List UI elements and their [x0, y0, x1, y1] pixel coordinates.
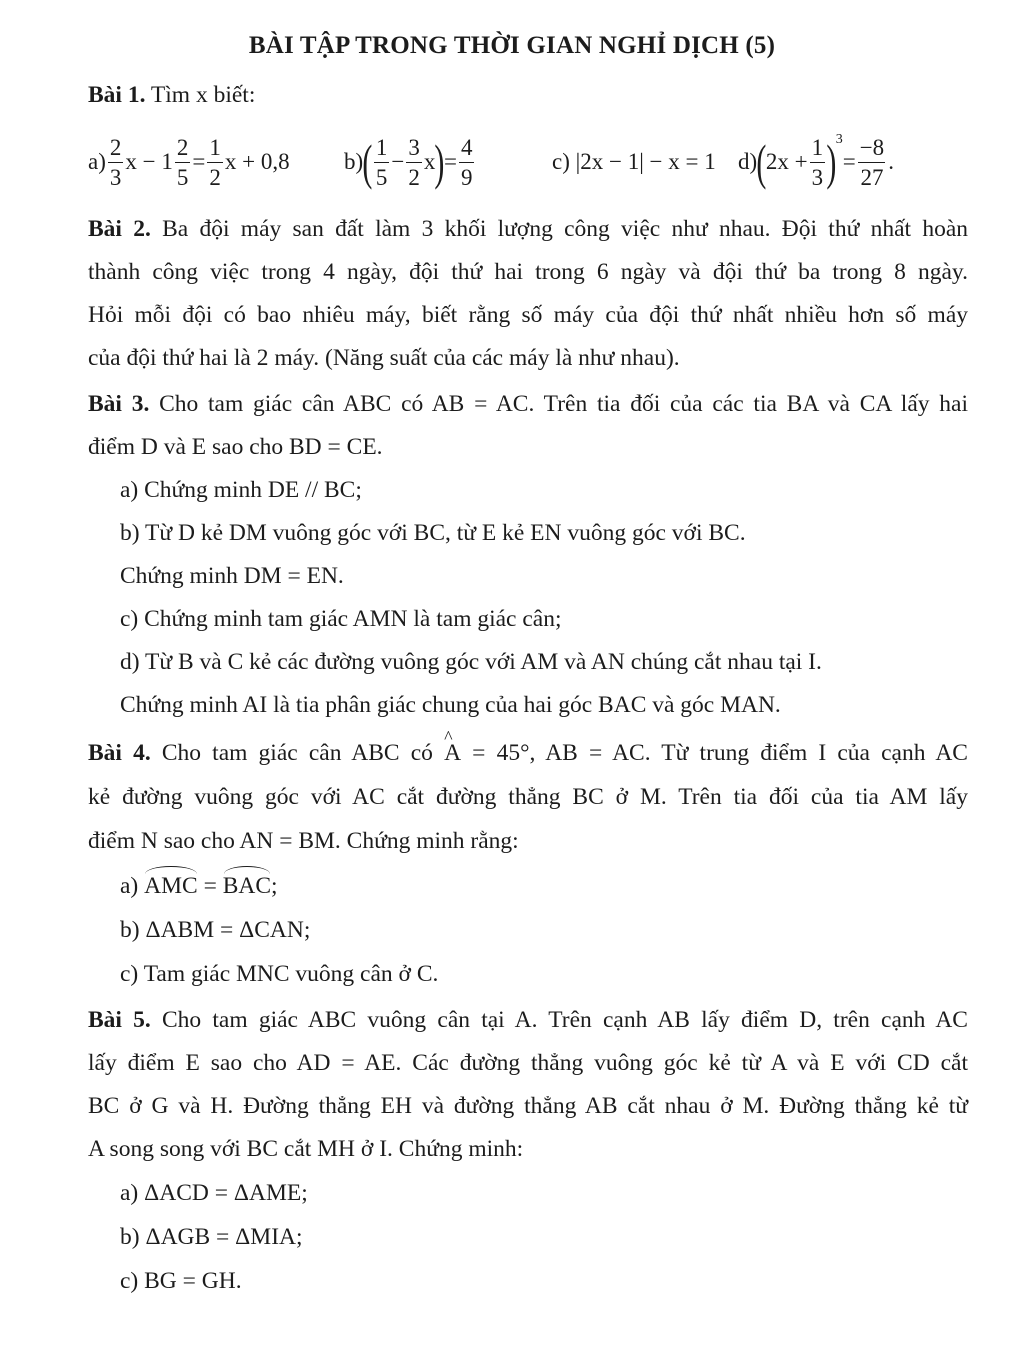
ex5-heading: Bài 5. — [88, 1007, 151, 1033]
denominator: 27 — [858, 162, 885, 189]
denominator: 3 — [108, 162, 124, 189]
right-paren-icon: ) — [434, 134, 445, 190]
ex1-prompt — [88, 80, 968, 110]
denominator: 5 — [175, 162, 191, 189]
line-text: Ba đội máy san đất làm 3 khối lượng công việc như nhau. Đội thứ nhất hoàn — [150, 216, 968, 242]
numerator: 1 — [811, 134, 824, 160]
equals-sign: = — [842, 149, 856, 174]
item-label: a) — [88, 149, 106, 174]
line-text: Cho tam giác cân ABC có AB = AC. Trên tia đối của các tia BA và CA lấy hai — [149, 391, 968, 417]
line-text: Cho tam giác ABC vuông cân tại A. Trên cạnh AB lấy điểm D, trên cạnh AC — [150, 1007, 968, 1033]
expression: 2x + — [765, 149, 808, 174]
fraction — [858, 136, 886, 189]
ex3-line-2: điểm D và E sao cho BD = CE. — [88, 434, 383, 460]
page-title: BÀI TẬP TRONG THỜI GIAN NGHỈ DỊCH (5) — [248, 32, 776, 59]
numerator: 1 — [375, 134, 388, 160]
expression: |2x − 1| − x = 1 — [575, 149, 716, 174]
fraction — [207, 136, 223, 189]
ex2-line-1 — [88, 214, 968, 244]
ex3-item-c: c) Chứng minh tam giác AMN là tam giác cân; — [120, 606, 562, 632]
ex1-text: Tìm x biết: — [145, 82, 256, 108]
item-label: d) — [738, 149, 758, 174]
ex3-item-b: b) Từ D kẻ DM vuông góc với BC, từ E kẻ EN vuông góc với BC. — [120, 520, 746, 546]
ex3-line-1 — [88, 389, 968, 419]
denominator: 2 — [207, 162, 223, 189]
ex1-item-c — [552, 126, 716, 198]
ex3-item-b-cont: Chứng minh DM = EN. — [120, 563, 344, 589]
fraction — [374, 136, 390, 189]
ex1-equations — [88, 126, 968, 198]
expression: x + 0,8 — [224, 149, 290, 174]
punctuation: ; — [271, 873, 278, 899]
ex5-line-4: A song song với BC cắt MH ở I. Chứng minh: — [88, 1136, 524, 1162]
fraction — [175, 136, 191, 189]
ex5-line-2: lấy điểm E sao cho AD = AE. Các đường thẳng vuông góc kẻ từ A và E với CD cắt — [88, 1050, 968, 1076]
left-paren-icon: ( — [756, 134, 767, 190]
ex3-heading: Bài 3. — [88, 391, 150, 417]
variable: x — [423, 149, 436, 174]
denominator: 9 — [459, 162, 475, 189]
ex2-line-2: thành công việc trong 4 ngày, đội thứ hai trong 6 ngày và đội thứ ba trong 8 ngày. — [88, 259, 968, 285]
angle-bac: BAC — [222, 873, 272, 899]
ex2-line-3: Hỏi mỗi đội có bao nhiêu máy, biết rằng số máy của đội thứ nhất nhiều hơn số máy — [88, 302, 968, 328]
ex3-item-d-cont: Chứng minh AI là tia phân giác chung của hai góc BAC và góc MAN. — [120, 692, 781, 718]
angle-a: ^ A — [444, 738, 461, 768]
fraction — [810, 136, 826, 189]
angle-amc: AMC — [144, 873, 198, 899]
equals-sign: = — [197, 873, 223, 899]
line-text: = 45°, AB = AC. Từ trung điểm I của cạnh AC — [461, 740, 968, 766]
ex5-item-b: b) ΔAGB = ΔMIA; — [120, 1224, 303, 1250]
denominator: 3 — [810, 162, 826, 189]
ex3-item-a: a) Chứng minh DE // BC; — [120, 477, 362, 503]
ex1-item-d — [738, 126, 894, 198]
left-paren-icon: ( — [362, 134, 373, 190]
numerator: 3 — [408, 134, 420, 160]
ex5-line-3: BC ở G và H. Đường thẳng EH và đường thẳng AB cắt nhau ở M. Đường thẳng kẻ từ — [88, 1093, 968, 1119]
numerator: 4 — [460, 134, 473, 160]
fraction — [459, 136, 475, 189]
ex1-heading: Bài 1. — [88, 82, 146, 108]
ex2-line-4: của đội thứ hai là 2 máy. (Năng suất của các máy là như nhau). — [88, 345, 680, 371]
ex1-item-b — [344, 126, 476, 198]
ex1-item-a — [88, 126, 290, 198]
item-label: b) — [344, 149, 364, 174]
item-label: c) — [552, 149, 570, 174]
ex3-item-d: d) Từ B và C kẻ các đường vuông góc với AM và AN chúng cắt nhau tại I. — [120, 649, 822, 675]
equals-sign: = — [192, 149, 206, 174]
ex4-line-2: kẻ đường vuông góc với AC cắt đường thẳng BC ở M. Trên tia đối của tia AM lấy — [88, 784, 968, 810]
ex5-item-a: a) ΔACD = ΔAME; — [120, 1180, 308, 1206]
right-paren-icon: ) — [826, 134, 837, 190]
item-label: a) — [120, 873, 145, 899]
denominator: 5 — [374, 162, 390, 189]
exponent: 3 — [835, 132, 843, 147]
period: . — [888, 149, 894, 174]
numerator: 2 — [109, 134, 122, 160]
line-text: Cho tam giác cân ABC có — [150, 740, 445, 766]
fraction — [108, 136, 124, 189]
numerator: 1 — [209, 134, 221, 160]
fraction — [406, 136, 422, 189]
ex5-item-c: c) BG = GH. — [120, 1268, 242, 1294]
numerator: 2 — [176, 134, 189, 160]
ex4-item-b: b) ΔABM = ΔCAN; — [120, 917, 311, 943]
ex4-line-1 — [88, 738, 968, 768]
expression: x − 1 — [125, 149, 173, 174]
ex4-item-a — [120, 871, 968, 901]
ex4-item-c: c) Tam giác MNC vuông cân ở C. — [120, 961, 439, 987]
denominator: 2 — [406, 162, 422, 189]
ex4-line-3: điểm N sao cho AN = BM. Chứng minh rằng: — [88, 828, 519, 854]
ex4-heading: Bài 4. — [88, 740, 151, 766]
numerator: −8 — [859, 134, 885, 160]
ex5-line-1 — [88, 1005, 968, 1035]
ex2-heading: Bài 2. — [88, 216, 151, 242]
equals-sign: = — [443, 149, 457, 174]
minus-sign: − — [391, 149, 405, 174]
